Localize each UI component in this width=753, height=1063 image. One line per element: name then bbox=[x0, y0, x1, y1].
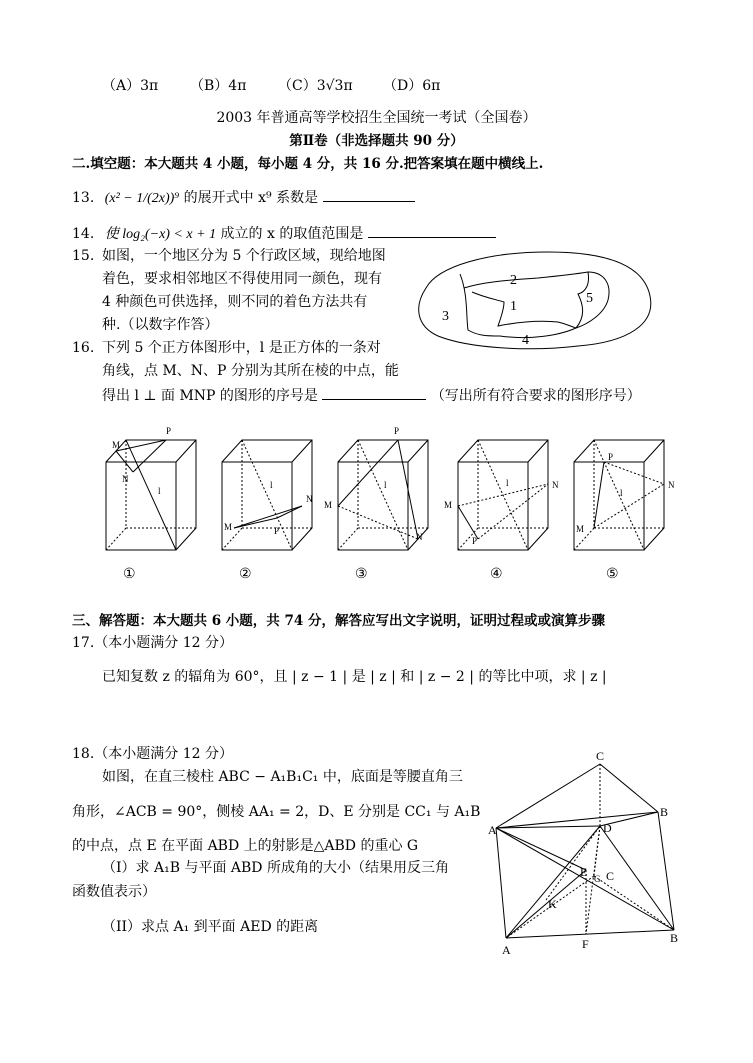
cube-3 bbox=[324, 426, 428, 582]
cube-2 bbox=[222, 440, 313, 582]
q15-number: 15. bbox=[72, 248, 95, 264]
q18-label-a2: A bbox=[502, 943, 511, 957]
q14-text: 成立的 x 的取值范围是 bbox=[220, 226, 364, 242]
q16-cubes-figure bbox=[96, 422, 696, 588]
q14-inequality: 使 log₂(−x) < x + 1 bbox=[104, 227, 217, 242]
q15-line-1: 如图，一个地区分为 5 个行政区域，现给地图 bbox=[102, 248, 386, 264]
region-border-b bbox=[464, 272, 589, 328]
cube3-m: M bbox=[324, 500, 333, 510]
q18-label-a: A bbox=[488, 823, 497, 837]
q16-line-3 bbox=[102, 385, 641, 405]
cube4-number: ④ bbox=[490, 567, 503, 582]
q13-number: 13. bbox=[72, 190, 95, 206]
cube3-n: N bbox=[416, 532, 423, 542]
q18-line-1: 如图，在直三棱柱 ABC − A₁B₁C₁ 中，底面是等腰直角三 bbox=[102, 769, 463, 785]
q18-label-k: K bbox=[548, 897, 557, 911]
q18-label-b: B bbox=[660, 805, 669, 819]
region-border-a bbox=[460, 274, 500, 336]
q18-line-5: 函数值表示） bbox=[72, 884, 156, 900]
cube2-m: M bbox=[224, 522, 233, 532]
q18-label-b2: B bbox=[670, 931, 679, 945]
q18-label-f: F bbox=[582, 937, 589, 951]
q16-answer-blank[interactable] bbox=[322, 385, 426, 400]
choice-b: （B）4π bbox=[190, 78, 247, 94]
cube-5 bbox=[574, 440, 675, 582]
cube4-m: M bbox=[444, 500, 453, 510]
q18-line-4: （I）求 A₁B 与平面 ABD 所成角的大小（结果用反三角 bbox=[102, 860, 449, 876]
q16-line-1: 下列 5 个正方体图形中，l 是正方体的一条对 bbox=[102, 340, 381, 356]
q13-expression: (x² − 1/(2x))⁹ bbox=[104, 191, 180, 206]
q16-note: （写出所有符合要求的图形序号） bbox=[430, 388, 641, 404]
cube3-number: ③ bbox=[355, 567, 368, 582]
cube2-number: ② bbox=[239, 567, 252, 582]
exam-title: 2003 年普通高等学校招生全国统一考试（全国卷） bbox=[216, 110, 537, 126]
q18-prism-figure bbox=[486, 750, 696, 960]
q18-line-3: 的中点，点 E 在平面 ABD 上的射影是△ABD 的重心 G bbox=[72, 838, 419, 854]
q17-body: 已知复数 z 的辐角为 60°，且 | z − 1 | 是 | z | 和 | z − 2 | 的等比中项，求 | z | bbox=[102, 669, 607, 685]
cube5-l: l bbox=[620, 488, 623, 498]
region-border-c bbox=[472, 292, 576, 328]
q16-line-2: 角线，点 M、N、P 分别为其所在棱的中点，能 bbox=[102, 363, 399, 379]
region-label-3: 3 bbox=[442, 309, 449, 324]
cube4-n: N bbox=[552, 480, 559, 490]
q18-line-6: （II）求点 A₁ 到平面 AED 的距离 bbox=[102, 919, 319, 935]
q18-label-e: E bbox=[580, 865, 588, 879]
cube1-n: N bbox=[122, 474, 129, 484]
choice-a: （A）3π bbox=[102, 78, 159, 94]
q14-number: 14. bbox=[72, 226, 95, 242]
cube5-p: P bbox=[608, 452, 614, 462]
q18-line-2: 角形，∠ACB = 90°，侧棱 AA₁ = 2，D、E 分别是 CC₁ 与 A₁B bbox=[72, 804, 481, 820]
cube1-p: P bbox=[166, 426, 172, 436]
section2-heading: 二.填空题：本大题共 4 小题，每小题 4 分，共 16 分.把答案填在题中横线上. bbox=[72, 156, 544, 172]
cube-4 bbox=[444, 440, 559, 582]
q13-text: 的展开式中 x⁹ 系数是 bbox=[183, 190, 319, 206]
choice-d: （D）6π bbox=[383, 78, 441, 94]
cube2-l: l bbox=[270, 480, 273, 490]
q14 bbox=[72, 223, 496, 244]
section3-heading: 三、解答题：本大题共 6 小题，共 74 分，解答应写出文字说明，证明过程或或演算步骤 bbox=[72, 613, 605, 629]
q14-answer-blank[interactable] bbox=[368, 223, 496, 238]
q15-line-3: 4 种颜色可供选择，则不同的着色方法共有 bbox=[102, 294, 368, 310]
q18-label-d: D bbox=[603, 821, 612, 835]
q18-label-g: G bbox=[594, 874, 601, 884]
q15-line-2: 着色，要求相邻地区不得使用同一颜色，现有 bbox=[102, 271, 382, 287]
q15-map-figure bbox=[408, 244, 658, 352]
cube5-number: ⑤ bbox=[606, 567, 619, 582]
cube4-p: P bbox=[472, 536, 478, 546]
q13 bbox=[72, 187, 415, 208]
region-label-2: 2 bbox=[510, 273, 517, 288]
cube1-number: ① bbox=[123, 567, 136, 582]
region-label-5: 5 bbox=[586, 291, 593, 306]
q18-label-c: C bbox=[596, 750, 605, 763]
cube2-p: P bbox=[274, 526, 280, 536]
map-outline bbox=[419, 252, 651, 349]
cube3-l: l bbox=[384, 480, 387, 490]
region-label-4: 4 bbox=[522, 333, 529, 348]
cube-1 bbox=[106, 426, 196, 582]
cube1-l: l bbox=[158, 486, 161, 496]
region-label-1: 1 bbox=[510, 299, 517, 314]
q17-header: 17.（本小题满分 12 分） bbox=[72, 635, 233, 651]
q13-answer-blank[interactable] bbox=[323, 187, 415, 202]
cube4-l: l bbox=[506, 478, 509, 488]
choice-c: （C）3√3π bbox=[278, 78, 353, 94]
cube5-m: M bbox=[576, 524, 585, 534]
cube1-m: M bbox=[112, 440, 121, 450]
q16-number: 16. bbox=[72, 340, 95, 356]
q18-header: 18.（本小题满分 12 分） bbox=[72, 746, 233, 762]
cube5-n: N bbox=[668, 480, 675, 490]
q15-line-4: 种.（以数字作答） bbox=[102, 317, 219, 333]
q18-label-c2: C bbox=[606, 869, 615, 883]
cube2-n: N bbox=[306, 494, 313, 504]
part-title: 第Ⅱ卷（非选择题共 90 分） bbox=[289, 133, 464, 149]
cube3-p: P bbox=[394, 426, 400, 436]
q16-text: 得出 l ⊥ 面 MNP 的图形的序号是 bbox=[102, 388, 318, 404]
